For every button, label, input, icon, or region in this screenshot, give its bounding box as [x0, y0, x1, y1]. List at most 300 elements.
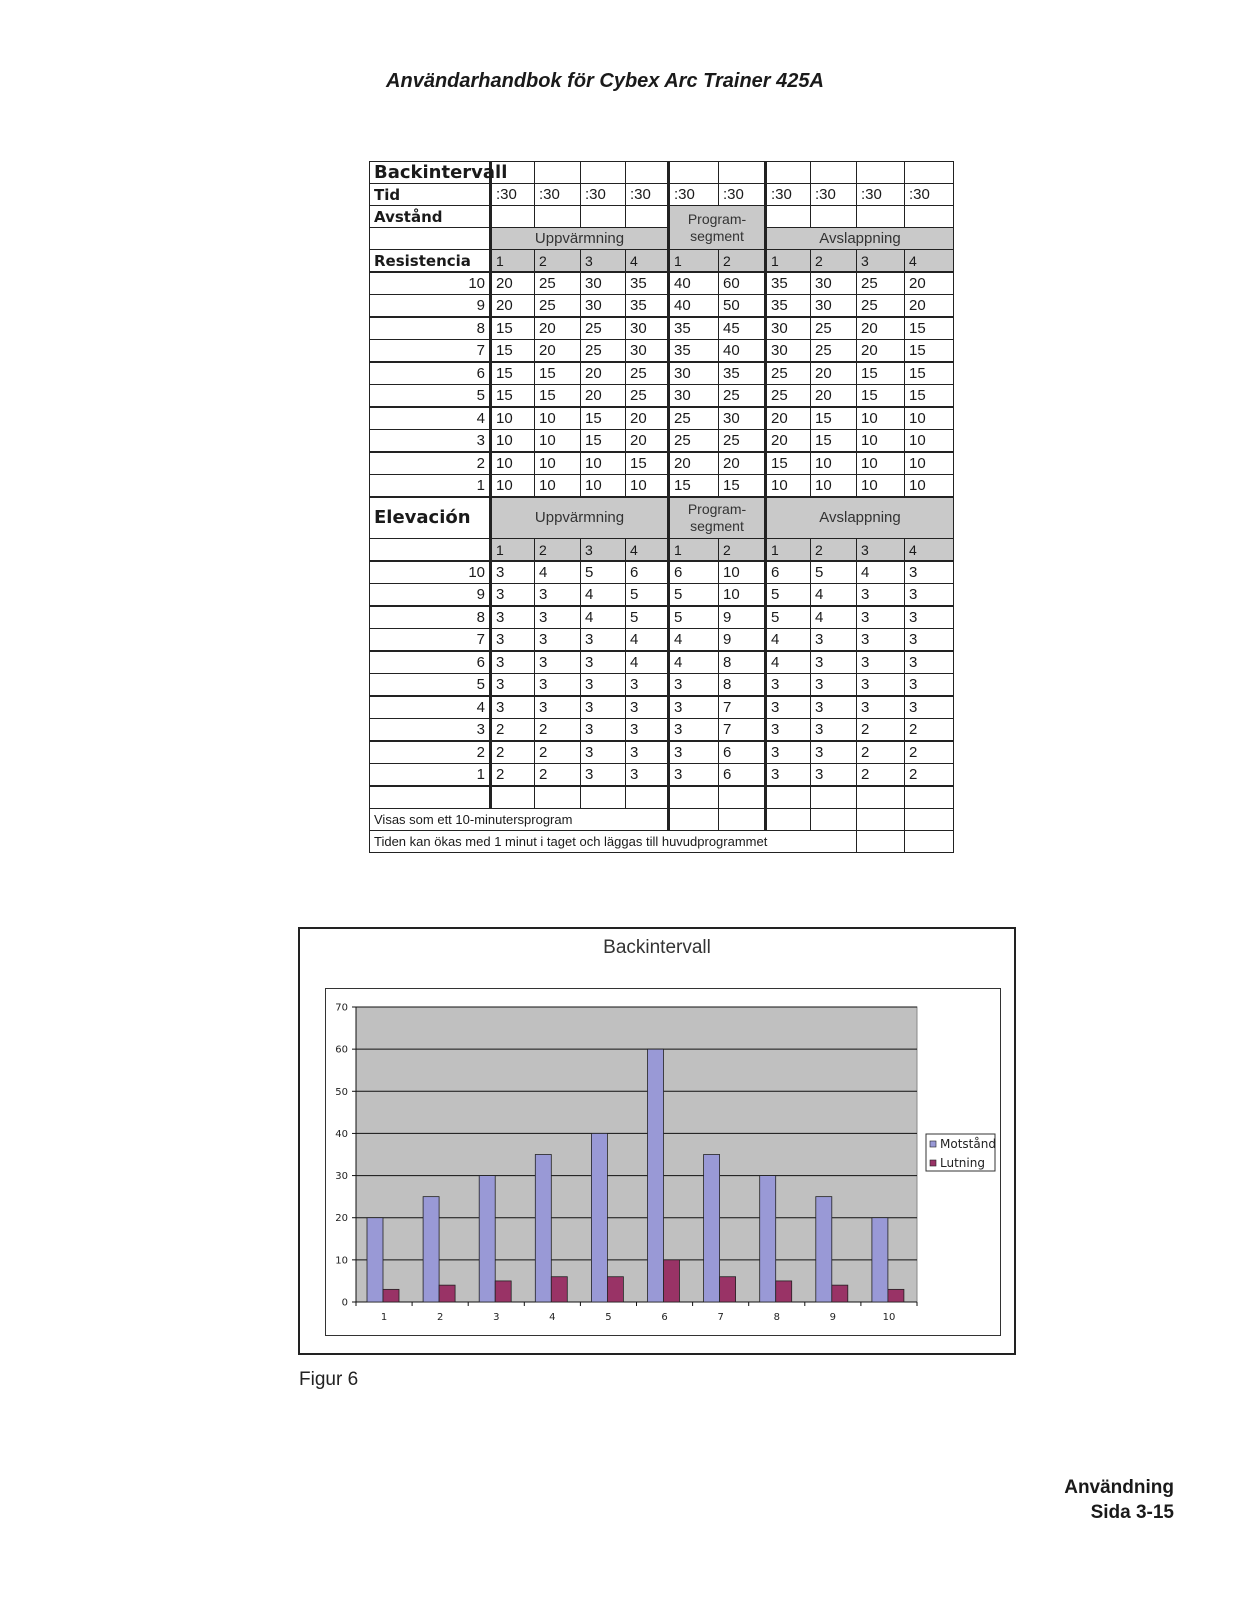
- resistance-value: 15: [535, 362, 581, 385]
- resistance-value: 20: [766, 407, 811, 430]
- resistance-value: 30: [719, 407, 766, 430]
- chart-area: [325, 988, 1001, 1336]
- elevation-value: 6: [719, 764, 766, 787]
- resistance-value: 30: [626, 340, 669, 363]
- resistance-value: 15: [491, 340, 535, 363]
- resistance-value: 10: [857, 475, 905, 498]
- tid-value: :30: [581, 184, 626, 206]
- elevation-value: 2: [905, 764, 954, 787]
- resistance-row: [370, 317, 954, 340]
- tid-value: :30: [811, 184, 857, 206]
- cooldown-header: Avslappning: [766, 228, 954, 250]
- resistance-value: 60: [719, 272, 766, 295]
- empty-cell: [811, 162, 857, 184]
- program-segment-header: [669, 497, 766, 539]
- avstand-label: Avstånd: [370, 206, 491, 228]
- elevation-value: 3: [581, 674, 626, 697]
- bar-motstand: [872, 1218, 888, 1302]
- empty-cell: [766, 162, 811, 184]
- resistance-row: [370, 475, 954, 498]
- resistance-value: 40: [719, 340, 766, 363]
- resistance-value: 20: [626, 407, 669, 430]
- elevation-value: 3: [905, 696, 954, 719]
- resistance-level: 6: [370, 362, 491, 385]
- resistance-value: 25: [669, 407, 719, 430]
- resistance-value: 25: [857, 272, 905, 295]
- elevation-value: 3: [581, 651, 626, 674]
- elevation-level: 8: [370, 606, 491, 629]
- elevation-value: 2: [857, 741, 905, 764]
- elevation-value: 2: [535, 764, 581, 787]
- elevation-value: 3: [905, 674, 954, 697]
- y-tick-label: 50: [335, 1086, 348, 1098]
- x-tick-label: 6: [661, 1312, 668, 1323]
- elevation-value: 2: [491, 719, 535, 742]
- empty-cell: [626, 162, 669, 184]
- resistance-value: 25: [811, 317, 857, 340]
- elevation-index-row: [370, 539, 954, 562]
- note-row: [370, 831, 954, 853]
- elevation-value: 3: [857, 584, 905, 607]
- bar-motstand: [367, 1218, 383, 1302]
- x-tick-label: 4: [549, 1312, 556, 1323]
- elevation-value: 2: [857, 719, 905, 742]
- segment-index: 1: [669, 539, 719, 562]
- elevation-row: [370, 741, 954, 764]
- resistance-value: 10: [905, 430, 954, 453]
- empty-cell: [905, 206, 954, 228]
- elevation-value: 3: [535, 606, 581, 629]
- empty-cell: [581, 206, 626, 228]
- elevation-row: [370, 674, 954, 697]
- bar-lutning: [664, 1260, 680, 1302]
- elevation-value: 3: [669, 764, 719, 787]
- elevation-value: 10: [719, 584, 766, 607]
- avstand-row: [370, 206, 954, 228]
- elevation-value: 5: [669, 606, 719, 629]
- resistance-value: 10: [581, 475, 626, 498]
- elevation-value: 3: [626, 696, 669, 719]
- section-header-row: [370, 228, 954, 250]
- elevation-value: 4: [669, 651, 719, 674]
- bar-chart: [326, 989, 1000, 1335]
- resistance-value: 20: [811, 385, 857, 408]
- empty-cell: [370, 539, 491, 562]
- elevation-value: 3: [581, 696, 626, 719]
- empty-cell: [811, 206, 857, 228]
- elevation-level: 9: [370, 584, 491, 607]
- legend-label: Motstånd: [940, 1137, 996, 1151]
- resistance-value: 30: [811, 295, 857, 318]
- resistance-level: 8: [370, 317, 491, 340]
- bar-motstand: [535, 1155, 551, 1303]
- resistance-level: 4: [370, 407, 491, 430]
- elevation-value: 3: [535, 584, 581, 607]
- resistance-value: 10: [491, 452, 535, 475]
- elevation-value: 8: [719, 674, 766, 697]
- resistance-value: 25: [535, 295, 581, 318]
- elevation-level: 6: [370, 651, 491, 674]
- resistance-value: 10: [811, 452, 857, 475]
- resistance-value: 20: [535, 317, 581, 340]
- elevation-row: [370, 629, 954, 652]
- resistance-value: 15: [581, 407, 626, 430]
- resistance-value: 15: [905, 317, 954, 340]
- elevation-value: 5: [766, 584, 811, 607]
- empty-cell: [491, 786, 535, 809]
- segment-index: 1: [766, 250, 811, 273]
- warmup-header: Uppvärmning: [491, 228, 669, 250]
- elevation-value: 3: [626, 741, 669, 764]
- elevation-value: 4: [811, 606, 857, 629]
- resistance-row: [370, 430, 954, 453]
- elevation-value: 3: [857, 629, 905, 652]
- elevation-value: 4: [811, 584, 857, 607]
- resistance-row: [370, 362, 954, 385]
- segment-index: 3: [581, 250, 626, 273]
- elevation-value: 3: [857, 651, 905, 674]
- resistance-value: 20: [581, 385, 626, 408]
- resistance-level: 9: [370, 295, 491, 318]
- resistance-level: 2: [370, 452, 491, 475]
- elevation-value: 3: [491, 584, 535, 607]
- tid-value: :30: [535, 184, 581, 206]
- elevation-level: 4: [370, 696, 491, 719]
- elevation-value: 4: [857, 561, 905, 584]
- empty-cell: [719, 162, 766, 184]
- chart-title: Backintervall: [603, 937, 711, 958]
- x-tick-label: 7: [717, 1312, 724, 1323]
- elevation-value: 3: [491, 629, 535, 652]
- empty-cell: [905, 809, 954, 831]
- y-tick-label: 70: [335, 1002, 348, 1014]
- resistance-value: 10: [905, 407, 954, 430]
- elevation-level: 3: [370, 719, 491, 742]
- elevation-row: [370, 764, 954, 787]
- resistance-value: 35: [669, 317, 719, 340]
- elevation-row: [370, 584, 954, 607]
- resistance-value: 45: [719, 317, 766, 340]
- elevation-value: 8: [719, 651, 766, 674]
- y-tick-label: 20: [335, 1213, 348, 1225]
- x-tick-label: 1: [380, 1312, 388, 1323]
- x-tick-label: 3: [493, 1312, 500, 1323]
- resistance-value: 35: [626, 295, 669, 318]
- resistance-value: 30: [766, 340, 811, 363]
- x-tick-label: 9: [829, 1312, 837, 1323]
- segment-index: 1: [491, 250, 535, 273]
- y-tick-label: 0: [341, 1297, 348, 1309]
- resistance-value: 15: [811, 407, 857, 430]
- elevation-value: 3: [905, 606, 954, 629]
- empty-cell: [811, 809, 857, 831]
- resistance-value: 15: [719, 475, 766, 498]
- elevation-value: 2: [905, 741, 954, 764]
- resistance-value: 20: [857, 317, 905, 340]
- empty-cell: [766, 809, 811, 831]
- elevation-value: 5: [581, 561, 626, 584]
- elevation-row: [370, 561, 954, 584]
- empty-cell: [626, 786, 669, 809]
- elevation-value: 3: [669, 696, 719, 719]
- program-name: Backintervall: [370, 162, 491, 184]
- elevation-value: 3: [811, 719, 857, 742]
- resistance-value: 20: [535, 340, 581, 363]
- elevation-value: 6: [626, 561, 669, 584]
- elevation-value: 3: [669, 719, 719, 742]
- resistance-value: 15: [905, 340, 954, 363]
- tid-value: :30: [857, 184, 905, 206]
- elevation-value: 3: [626, 719, 669, 742]
- x-tick-label: 2: [436, 1312, 444, 1323]
- elevation-value: 2: [905, 719, 954, 742]
- empty-cell: [857, 786, 905, 809]
- elevation-value: 3: [535, 696, 581, 719]
- empty-cell: [669, 786, 719, 809]
- resistance-value: 50: [719, 295, 766, 318]
- resistance-value: 30: [766, 317, 811, 340]
- elevation-value: 3: [905, 629, 954, 652]
- resistance-value: 35: [766, 272, 811, 295]
- tid-value: :30: [669, 184, 719, 206]
- segment-index: 1: [669, 250, 719, 273]
- elevation-value: 7: [719, 696, 766, 719]
- footer-section: Användning: [1064, 1477, 1174, 1498]
- elevation-value: 3: [766, 741, 811, 764]
- segment-index: 2: [811, 539, 857, 562]
- elevation-value: 3: [581, 741, 626, 764]
- empty-cell: [811, 786, 857, 809]
- elevation-value: 5: [626, 606, 669, 629]
- resistance-value: 15: [491, 317, 535, 340]
- elevation-value: 4: [581, 584, 626, 607]
- resistance-value: 25: [766, 362, 811, 385]
- elevation-level: 7: [370, 629, 491, 652]
- resistance-value: 30: [669, 385, 719, 408]
- bar-motstand: [760, 1176, 776, 1302]
- elevation-level: 1: [370, 764, 491, 787]
- resistance-value: 15: [857, 362, 905, 385]
- resistance-value: 20: [905, 272, 954, 295]
- elevation-value: 5: [626, 584, 669, 607]
- elevation-value: 3: [857, 674, 905, 697]
- resistance-value: 25: [581, 317, 626, 340]
- legend-label: Lutning: [940, 1156, 985, 1170]
- resistance-value: 20: [491, 295, 535, 318]
- resistance-row: [370, 385, 954, 408]
- resistance-value: 10: [581, 452, 626, 475]
- resistance-level: 1: [370, 475, 491, 498]
- resistance-value: 15: [535, 385, 581, 408]
- resistance-value: 15: [905, 362, 954, 385]
- segment-index: 2: [811, 250, 857, 273]
- segment-index: 1: [491, 539, 535, 562]
- elevation-value: 3: [581, 629, 626, 652]
- resistance-value: 25: [719, 430, 766, 453]
- empty-cell: [370, 228, 491, 250]
- elevation-value: 2: [491, 764, 535, 787]
- segment-index: 2: [535, 250, 581, 273]
- resistance-value: 25: [766, 385, 811, 408]
- bar-motstand: [816, 1197, 832, 1302]
- elevation-value: 3: [626, 764, 669, 787]
- resistance-value: 10: [811, 475, 857, 498]
- resistance-value: 30: [811, 272, 857, 295]
- elevation-row: [370, 606, 954, 629]
- empty-cell: [857, 809, 905, 831]
- resistance-value: 10: [535, 407, 581, 430]
- warmup-header: Uppvärmning: [491, 497, 669, 539]
- resistance-value: 30: [581, 272, 626, 295]
- resistance-value: 10: [535, 430, 581, 453]
- segment-index: 2: [719, 250, 766, 273]
- elevation-value: 3: [811, 629, 857, 652]
- elevation-value: 4: [581, 606, 626, 629]
- elevation-value: 3: [766, 764, 811, 787]
- y-tick-label: 30: [335, 1171, 348, 1183]
- resistance-value: 30: [581, 295, 626, 318]
- resistance-value: 25: [857, 295, 905, 318]
- figure-caption: Figur 6: [299, 1369, 359, 1390]
- y-tick-label: 40: [335, 1128, 348, 1140]
- program-segment-line-1: Program-: [687, 501, 747, 517]
- resistance-value: 25: [719, 385, 766, 408]
- bar-motstand: [591, 1133, 607, 1302]
- resistance-value: 15: [766, 452, 811, 475]
- resistance-value: 40: [669, 272, 719, 295]
- elevation-row: [370, 719, 954, 742]
- elevation-value: 3: [811, 674, 857, 697]
- empty-cell: [857, 162, 905, 184]
- bar-lutning: [383, 1289, 399, 1302]
- bar-motstand: [479, 1176, 495, 1302]
- bar-motstand: [648, 1049, 664, 1302]
- tid-value: :30: [719, 184, 766, 206]
- elevation-value: 3: [581, 764, 626, 787]
- elevation-value: 3: [491, 561, 535, 584]
- resistance-value: 10: [535, 452, 581, 475]
- resistance-value: 20: [811, 362, 857, 385]
- legend-swatch: [930, 1141, 936, 1147]
- bar-lutning: [720, 1277, 736, 1302]
- bar-lutning: [776, 1281, 792, 1302]
- y-tick-label: 10: [335, 1255, 348, 1267]
- elevation-value: 3: [811, 741, 857, 764]
- resistance-value: 10: [905, 452, 954, 475]
- elevation-value: 3: [491, 651, 535, 674]
- elevation-value: 3: [626, 674, 669, 697]
- empty-cell: [905, 786, 954, 809]
- elevation-value: 3: [669, 674, 719, 697]
- program-table-container: [369, 161, 953, 853]
- elevation-value: 3: [905, 561, 954, 584]
- elevation-value: 3: [766, 696, 811, 719]
- elevation-value: 4: [535, 561, 581, 584]
- elevation-value: 7: [719, 719, 766, 742]
- empty-cell: [370, 786, 491, 809]
- segment-index: 4: [905, 250, 954, 273]
- elevation-value: 3: [535, 629, 581, 652]
- resistance-value: 25: [581, 340, 626, 363]
- segment-index: 3: [857, 250, 905, 273]
- resistance-value: 15: [905, 385, 954, 408]
- elevation-header-row: [370, 497, 954, 539]
- program-segment-line-1: Program-: [687, 210, 747, 227]
- segment-index: 2: [719, 539, 766, 562]
- bar-lutning: [495, 1281, 511, 1302]
- elevation-value: 3: [811, 764, 857, 787]
- empty-cell: [535, 206, 581, 228]
- legend-swatch: [930, 1160, 936, 1166]
- resistance-value: 20: [857, 340, 905, 363]
- bar-lutning: [439, 1285, 455, 1302]
- note-row: [370, 809, 954, 831]
- tid-value: :30: [905, 184, 954, 206]
- tid-value: :30: [491, 184, 535, 206]
- elevation-value: 3: [491, 606, 535, 629]
- resistance-value: 20: [719, 452, 766, 475]
- empty-cell: [857, 206, 905, 228]
- elevation-value: 3: [669, 741, 719, 764]
- resistance-value: 20: [766, 430, 811, 453]
- x-tick-label: 5: [605, 1312, 612, 1323]
- tid-row: [370, 184, 954, 206]
- cooldown-header: Avslappning: [766, 497, 954, 539]
- resistance-row: [370, 340, 954, 363]
- empty-cell: [766, 206, 811, 228]
- resistance-value: 10: [857, 407, 905, 430]
- resistance-value: 10: [857, 430, 905, 453]
- elevation-value: 3: [491, 674, 535, 697]
- segment-index: 4: [626, 250, 669, 273]
- page-footer: [1064, 1475, 1174, 1525]
- elevation-value: 5: [811, 561, 857, 584]
- elevation-value: 4: [766, 629, 811, 652]
- resistance-value: 25: [626, 385, 669, 408]
- chart-frame: [298, 927, 1016, 1355]
- empty-cell: [669, 809, 719, 831]
- bar-lutning: [551, 1277, 567, 1302]
- resistance-header-row: [370, 250, 954, 273]
- note-extension: Tiden kan ökas med 1 minut i taget och läggas till huvudprogrammet: [370, 831, 857, 853]
- bar-motstand: [704, 1155, 720, 1303]
- elevation-value: 3: [811, 696, 857, 719]
- elevation-value: 10: [719, 561, 766, 584]
- elevation-value: 9: [719, 606, 766, 629]
- elevation-value: 6: [669, 561, 719, 584]
- elevation-value: 4: [766, 651, 811, 674]
- empty-cell: [719, 786, 766, 809]
- elevation-value: 4: [669, 629, 719, 652]
- resistance-value: 35: [766, 295, 811, 318]
- elevation-value: 4: [626, 651, 669, 674]
- resistance-value: 10: [766, 475, 811, 498]
- resistance-value: 15: [581, 430, 626, 453]
- resistance-value: 15: [857, 385, 905, 408]
- resistance-value: 10: [535, 475, 581, 498]
- empty-cell: [857, 831, 905, 853]
- elevation-value: 2: [535, 741, 581, 764]
- elevation-value: 3: [905, 651, 954, 674]
- elevation-value: 2: [535, 719, 581, 742]
- elevation-value: 2: [491, 741, 535, 764]
- elevation-value: 3: [766, 674, 811, 697]
- resistance-value: 15: [491, 385, 535, 408]
- elevation-value: 3: [905, 584, 954, 607]
- resistance-value: 25: [535, 272, 581, 295]
- resistance-value: 20: [905, 295, 954, 318]
- tid-value: :30: [626, 184, 669, 206]
